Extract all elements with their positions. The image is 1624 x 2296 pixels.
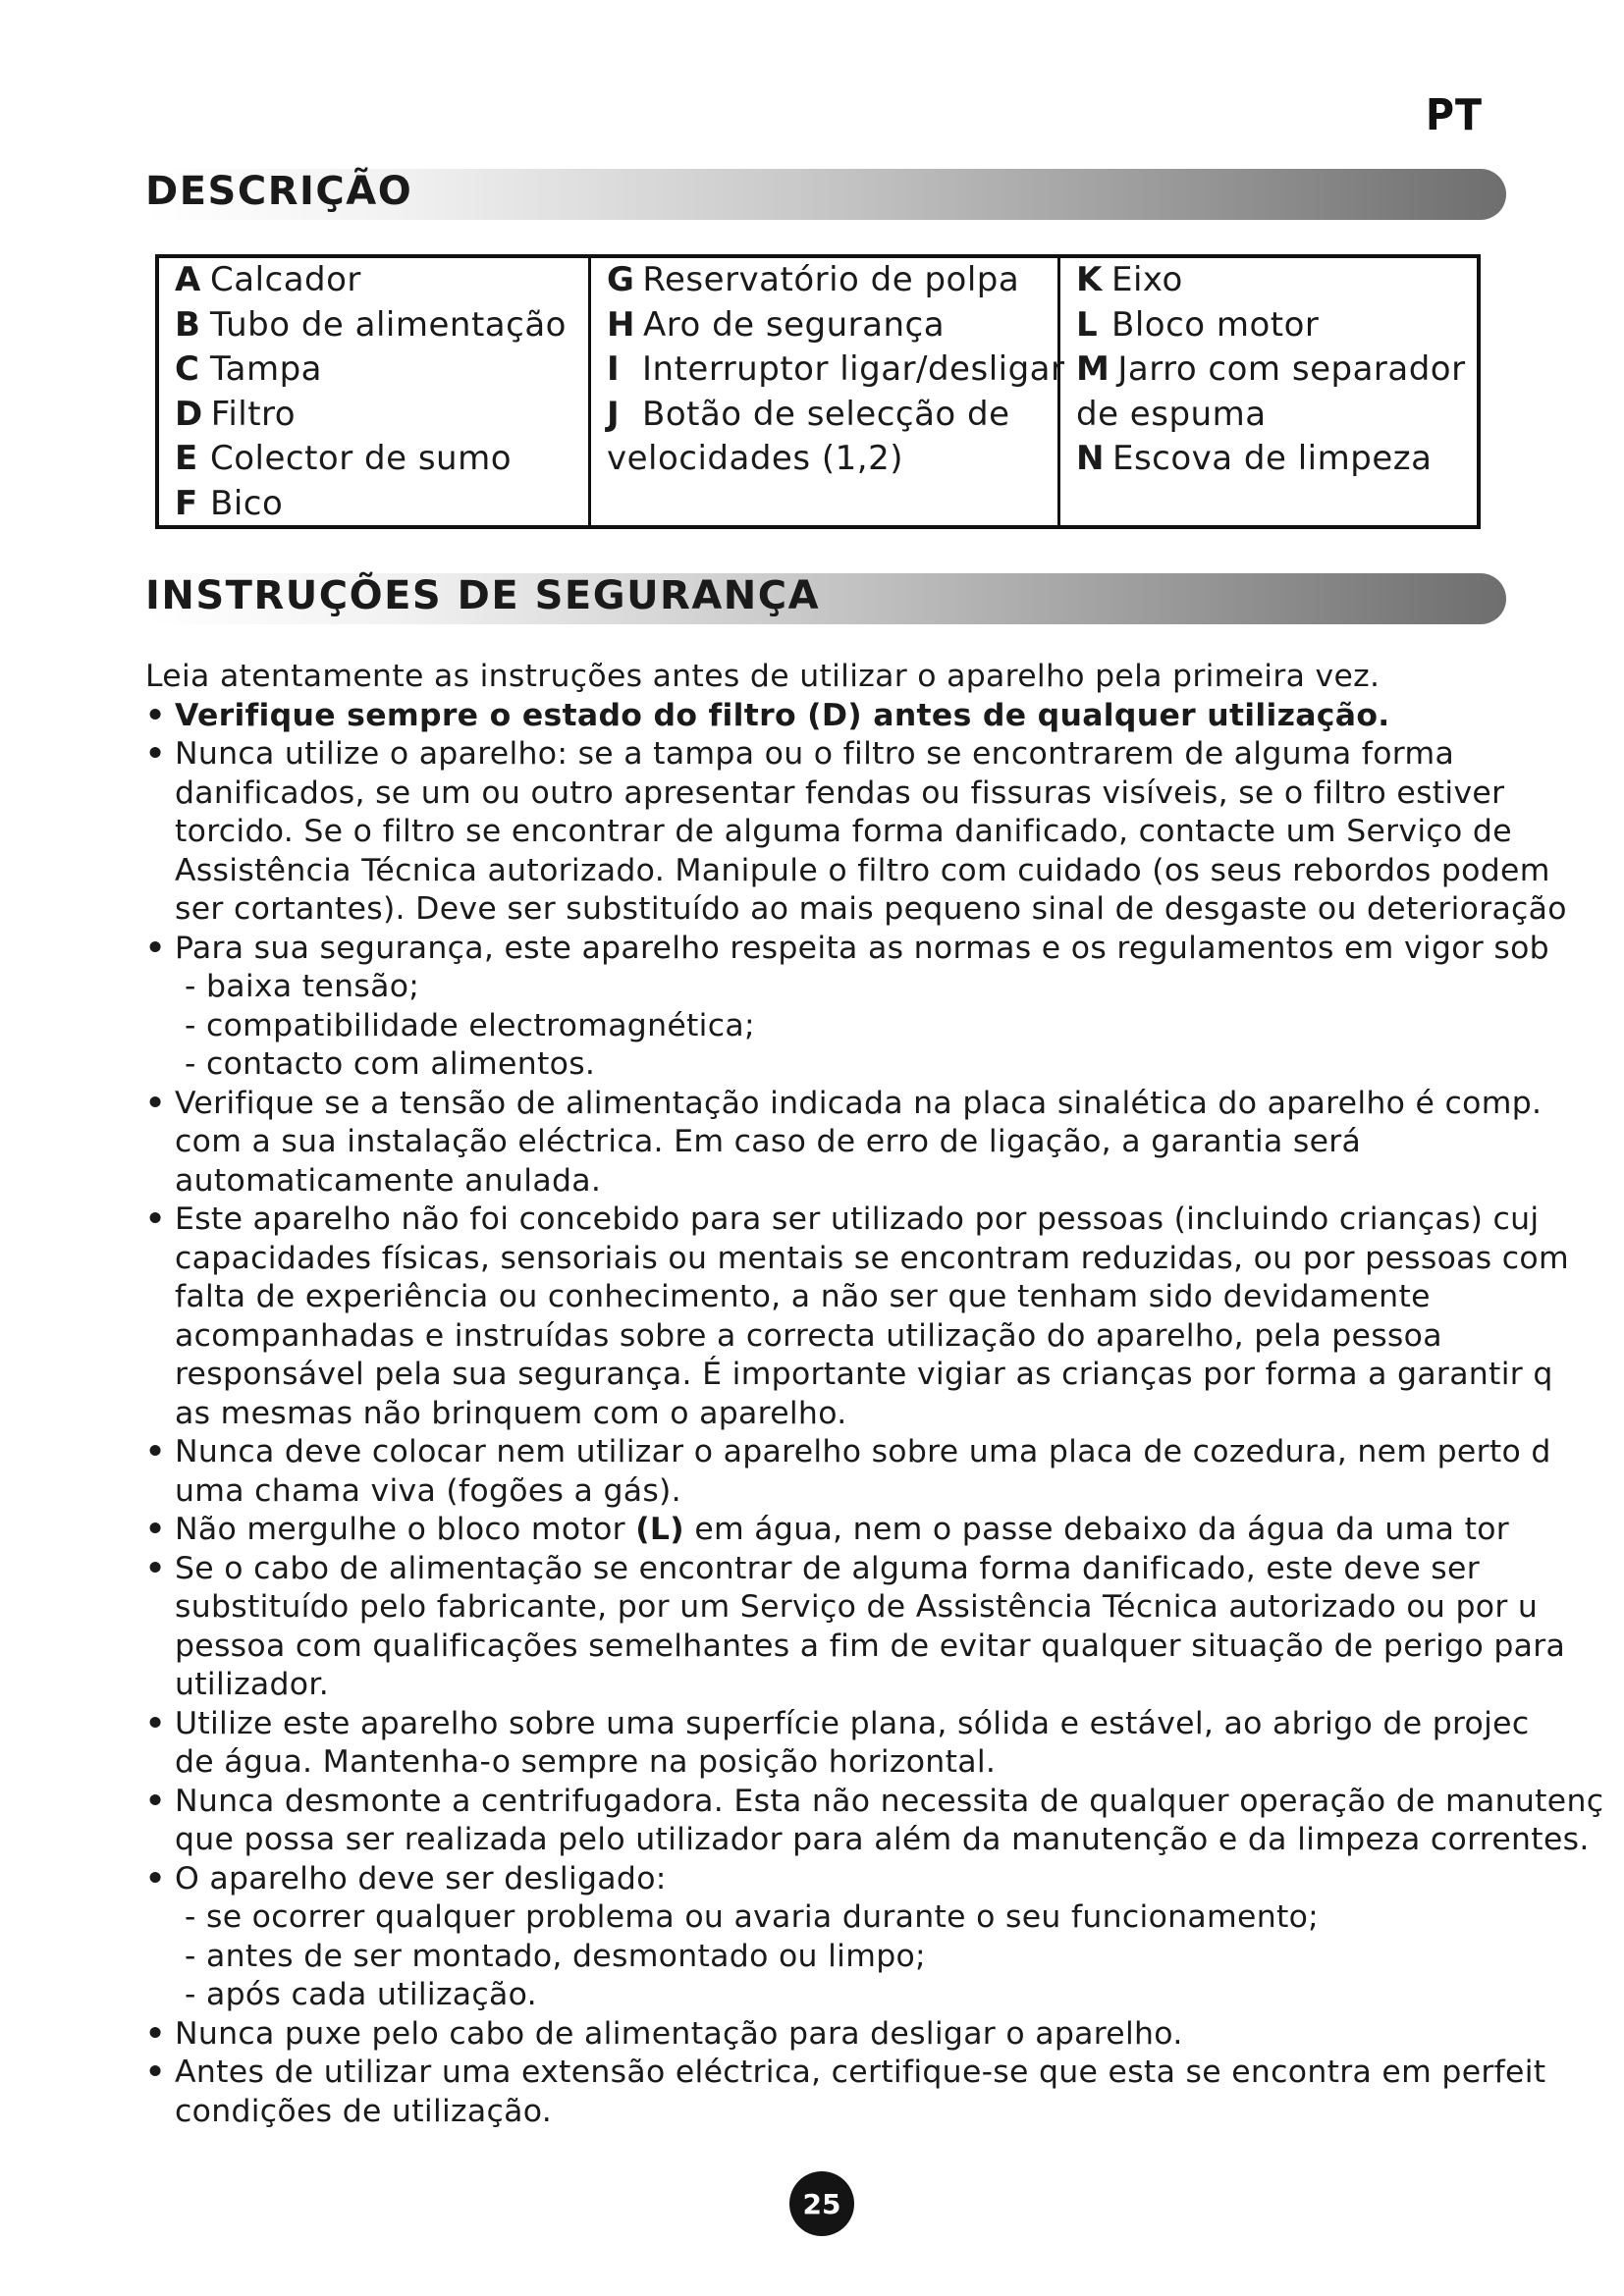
sub-item: - contacto com alimentos. (185, 1046, 596, 1082)
parts-description-table (155, 254, 1481, 529)
bullet-item: • Nunca desmonte a centrifugadora. Esta não necessita de qualquer operação de manutenç que possa ser realizada pelo utilizador para além da manutenção e da limpeza correntes. (145, 1783, 1589, 1860)
sub-item: - após cada utilização. (185, 1977, 537, 2012)
intro-paragraph: Leia atentamente as instruções antes de utilizar o aparelho pela primeira vez. (145, 659, 1380, 694)
part-item: A Calcador (175, 260, 361, 299)
part-item: N Escova de limpeza (1076, 439, 1433, 478)
bullet-item: • O aparelho deve ser desligado: - se ocorrer qualquer problema ou avaria durante o seu funcionamento; - antes de ser montado, desmontado ou limpo; - após cada utilização. (145, 1860, 1589, 2015)
bullet-item: • Utilize este aparelho sobre uma superfície plana, sólida e estável, ao abrigo de projec de água. Mantenha-o sempre na posição horizontal. (145, 1705, 1589, 1783)
bullet-item: • Nunca utilize o aparelho: se a tampa ou o filtro se encontrarem de alguma forma danificados, se um ou outro apresentar fendas ou fissuras visíveis, se o filtro estiver torcido. Se o filtro se encontrar de alguma forma danificado, contacte um Serviço de Assistência Técnica autorizado. Manipule o filtro com cuidado (os seus rebordos podem ser cortantes). Deve ser substituído ao mais pequeno sinal de desgaste ou deterioração (145, 735, 1589, 930)
bullet-item: • Se o cabo de alimentação se encontrar de alguma forma danificado, este deve ser substituído pelo fabricante, por um Serviço de Assistência Técnica autorizado ou por u pessoa com qualificações semelhantes a fim de evitar qualquer situação de perigo para utilizador. (145, 1550, 1589, 1705)
part-item: B Tubo de alimentação (175, 304, 567, 345)
bullet-item: • Antes de utilizar uma extensão eléctrica, certifique-se que esta se encontra em perfeit condições de utilização. (145, 2054, 1589, 2131)
sub-item: - compatibilidade electromagnética; (185, 1007, 755, 1043)
bullet-item: • Nunca deve colocar nem utilizar o aparelho sobre uma placa de cozedura, nem perto d uma chama viva (fogões a gás). (145, 1433, 1589, 1511)
sub-item: - antes de ser montado, desmontado ou limpo; (185, 1938, 926, 1974)
part-item: J Botão de selecção de (607, 394, 1010, 434)
sub-item: - se ocorrer qualquer problema ou avaria durante o seu funcionamento; (185, 1899, 1320, 1935)
part-item: H Aro de segurança (607, 304, 946, 345)
section-title-descricao: DESCRIÇÃO (145, 169, 413, 214)
bullet-item: • Nunca puxe pelo cabo de alimentação para desligar o aparelho. (145, 2015, 1589, 2055)
part-item: I Interruptor ligar/desligar (607, 349, 1065, 389)
language-code: PT (1426, 90, 1484, 140)
part-item: D Filtro (175, 394, 297, 434)
bullet-item: • Verifique se a tensão de alimentação indicada na placa sinalética do aparelho é comp. com a sua instalação eléctrica. Em caso de erro de ligação, a garantia será automaticamente anulada. (145, 1085, 1589, 1201)
bullet-item: • Para sua segurança, este aparelho respeita as normas e os regulamentos em vigor sob - baixa tensão; - compatibilidade electromagnética; - contacto com alimentos. (145, 930, 1589, 1085)
part-item: E Colector de sumo (175, 439, 513, 478)
part-item-continuation: de espuma (1076, 394, 1267, 434)
part-item: L Bloco motor (1076, 304, 1320, 345)
page-number-badge: 25 (789, 2171, 854, 2236)
sub-item: - baixa tensão; (185, 969, 420, 1004)
bullet-item: • Não mergulhe o bloco motor (L) em água, nem o passe debaixo da água da uma tor (145, 1511, 1589, 1550)
part-item: M Jarro com separador (1076, 349, 1466, 389)
parts-column-1 (159, 258, 588, 525)
part-item: K Eixo (1076, 260, 1183, 299)
part-item: G Reservatório de polpa (607, 260, 1020, 299)
section-title-seguranca: INSTRUÇÕES DE SEGURANÇA (145, 573, 821, 618)
safety-instructions (145, 658, 1604, 2131)
parts-column-2 (588, 258, 1065, 525)
part-item: F Bico (175, 483, 284, 523)
bullet-item: • Verifique sempre o estado do filtro (D) antes de qualquer utilização. (145, 697, 1589, 736)
bullet-item: • Este aparelho não foi concebido para ser utilizado por pessoas (incluindo crianças) cuj capacidades físicas, sensoriais ou mentais se encontram reduzidas, ou por pessoas com falta de experiência ou conhecimento, a não ser que tenham sido devidamente acompanhadas e instruídas sobre a correcta utilização do aparelho, pela pessoa responsável pela sua segurança. É importante vigiar as crianças por forma a garantir q as mesmas não brinquem com o aparelho. (145, 1201, 1589, 1433)
parts-column-3 (1057, 258, 1477, 525)
safety-bullet-list (145, 697, 1604, 2132)
part-item: C Tampa (175, 349, 323, 389)
part-item-continuation: velocidades (1,2) (607, 439, 903, 478)
